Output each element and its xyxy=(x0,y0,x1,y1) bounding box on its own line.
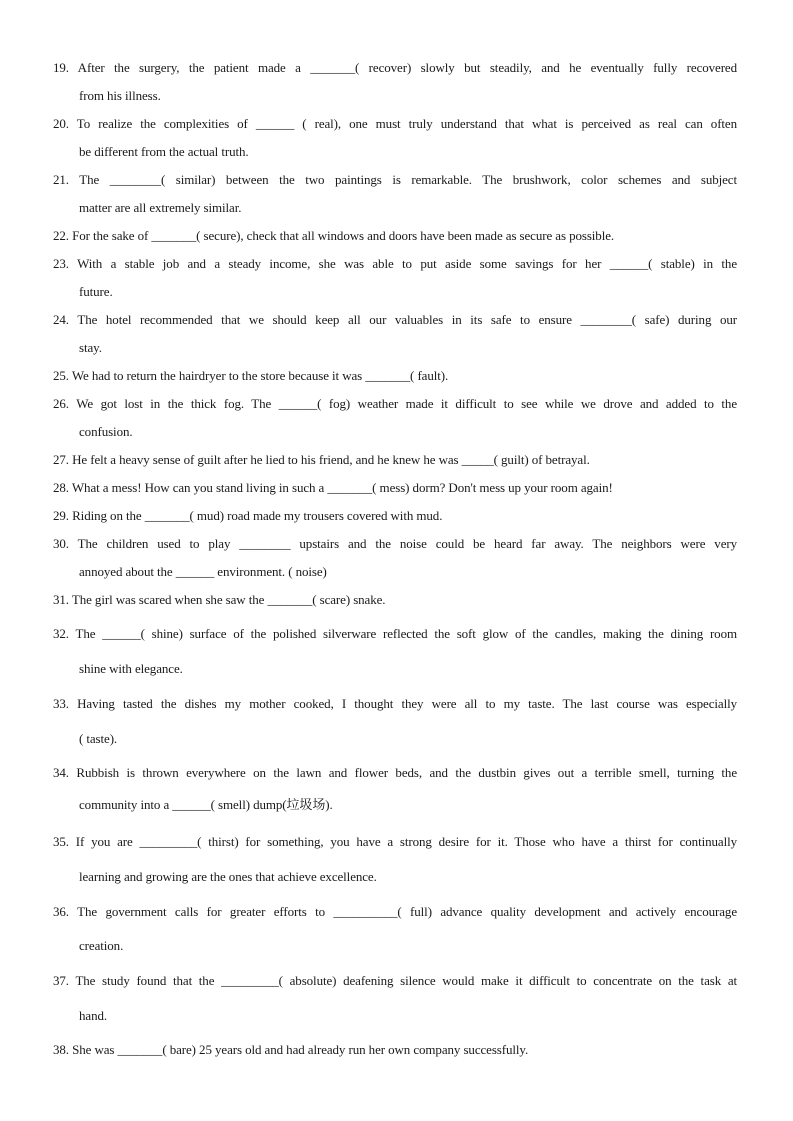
question-text-line1 xyxy=(53,626,737,642)
question-number: 20. xyxy=(53,116,69,131)
question-text-line2: be different from the actual truth. xyxy=(79,144,249,159)
question-number: 37. xyxy=(53,973,69,988)
question-sentence: Riding on the _______( mud) road made my trousers covered with mud. xyxy=(72,508,443,523)
question-text-line2: hand. xyxy=(79,1008,108,1023)
question-sentence: To realize the complexities of ______ ( real), one must truly understand that what is perceived as real can often xyxy=(76,116,738,131)
question-sentence: The ________( similar) between the two paintings is remarkable. The brushwork, color schemes and subject xyxy=(79,172,737,187)
question-number: 34. xyxy=(53,765,69,780)
question-number: 31. xyxy=(53,592,69,607)
question-text-line1 xyxy=(53,452,737,468)
question-text-line2: shine with elegance. xyxy=(79,661,183,676)
question-sentence: The ______( shine) surface of the polished silverware reflected the soft glow of the candles, making the dining room xyxy=(75,626,737,641)
question-sentence: The children used to play ________ upstairs and the noise could be heard far away. The neighbors were very xyxy=(77,536,737,551)
question-text-line1 xyxy=(53,696,737,712)
question-text-line2: from his illness. xyxy=(79,88,161,103)
question-sentence: We had to return the hairdryer to the store because it was _______( fault). xyxy=(71,368,449,383)
question-text-line1 xyxy=(53,592,737,608)
question-number: 38. xyxy=(53,1042,69,1057)
question-number: 28. xyxy=(53,480,69,495)
question-text-line2: annoyed about the ______ environment. ( noise) xyxy=(79,564,327,579)
question-number: 22. xyxy=(53,228,69,243)
question-text-line1 xyxy=(53,765,737,781)
question-text-line1 xyxy=(53,396,737,412)
question-text-line1 xyxy=(53,116,737,132)
question-sentence: For the sake of _______( secure), check that all windows and doors have been made as secure as possible. xyxy=(72,228,615,243)
question-number: 24. xyxy=(53,312,69,327)
question-sentence: We got lost in the thick fog. The ______( fog) weather made it difficult to see while we drove and added to the xyxy=(76,396,737,411)
question-text-line1 xyxy=(53,60,737,76)
question-text-line1 xyxy=(53,256,737,272)
question-number: 35. xyxy=(53,834,69,849)
question-sentence: Rubbish is thrown everywhere on the lawn and flower beds, and the dustbin gives out a terrible smell, turning the xyxy=(76,765,737,780)
question-sentence: After the surgery, the patient made a _______( recover) slowly but steadily, and he eventually fully recovered xyxy=(77,60,738,75)
question-sentence: She was _______( bare) 25 years old and had already run her own company successfully. xyxy=(72,1042,529,1057)
question-sentence: He felt a heavy sense of guilt after he lied to his friend, and he knew he was _____( guilt) of betrayal. xyxy=(72,452,590,467)
question-text-line2: ( taste). xyxy=(79,731,118,746)
question-text-line1 xyxy=(53,312,737,328)
question-sentence: If you are _________( thirst) for something, you have a strong desire for it. Those who have a thirst for continually xyxy=(75,834,737,849)
question-text-line1 xyxy=(53,508,737,524)
question-text-line1 xyxy=(53,904,737,920)
question-sentence: The study found that the _________( absolute) deafening silence would make it difficult to concentrate on the task at xyxy=(75,973,737,988)
question-number: 21. xyxy=(53,172,69,187)
question-text-line2: learning and growing are the ones that achieve excellence. xyxy=(79,869,377,884)
question-text-line2: confusion. xyxy=(79,424,133,439)
question-text-line1 xyxy=(53,1042,737,1058)
question-text-line2: creation. xyxy=(79,938,124,953)
question-sentence: What a mess! How can you stand living in such a _______( mess) dorm? Don't mess up your room again! xyxy=(71,480,613,495)
question-sentence: With a stable job and a steady income, she was able to put aside some savings for her ______( stable) in the xyxy=(77,256,737,271)
question-text-line1 xyxy=(53,834,737,850)
question-number: 36. xyxy=(53,904,69,919)
question-number: 29. xyxy=(53,508,69,523)
question-sentence: The hotel recommended that we should keep all our valuables in its safe to ensure ________( safe) during our xyxy=(77,312,737,327)
question-text-line2: stay. xyxy=(79,340,102,355)
question-number: 30. xyxy=(53,536,69,551)
question-number: 19. xyxy=(53,60,69,75)
question-number: 25. xyxy=(53,368,69,383)
question-sentence: Having tasted the dishes my mother cooked, I thought they were all to my taste. The last course was especially xyxy=(77,696,737,711)
question-text-line1 xyxy=(53,228,737,244)
question-text-line1 xyxy=(53,172,737,188)
question-text-line2: matter are all extremely similar. xyxy=(79,200,242,215)
question-number: 23. xyxy=(53,256,69,271)
question-text-line1 xyxy=(53,368,737,384)
question-number: 27. xyxy=(53,452,69,467)
question-text-line1 xyxy=(53,480,737,496)
question-sentence: The government calls for greater efforts to __________( full) advance quality development and actively encourage xyxy=(77,904,737,919)
question-sentence: The girl was scared when she saw the _______( scare) snake. xyxy=(71,592,386,607)
question-text-line2: community into a ______( smell) dump(垃圾场). xyxy=(79,797,333,812)
question-number: 26. xyxy=(53,396,69,411)
question-text-line1 xyxy=(53,973,737,989)
question-number: 32. xyxy=(53,626,69,641)
question-text-line2: future. xyxy=(79,284,113,299)
question-text-line1 xyxy=(53,536,737,552)
question-number: 33. xyxy=(53,696,69,711)
